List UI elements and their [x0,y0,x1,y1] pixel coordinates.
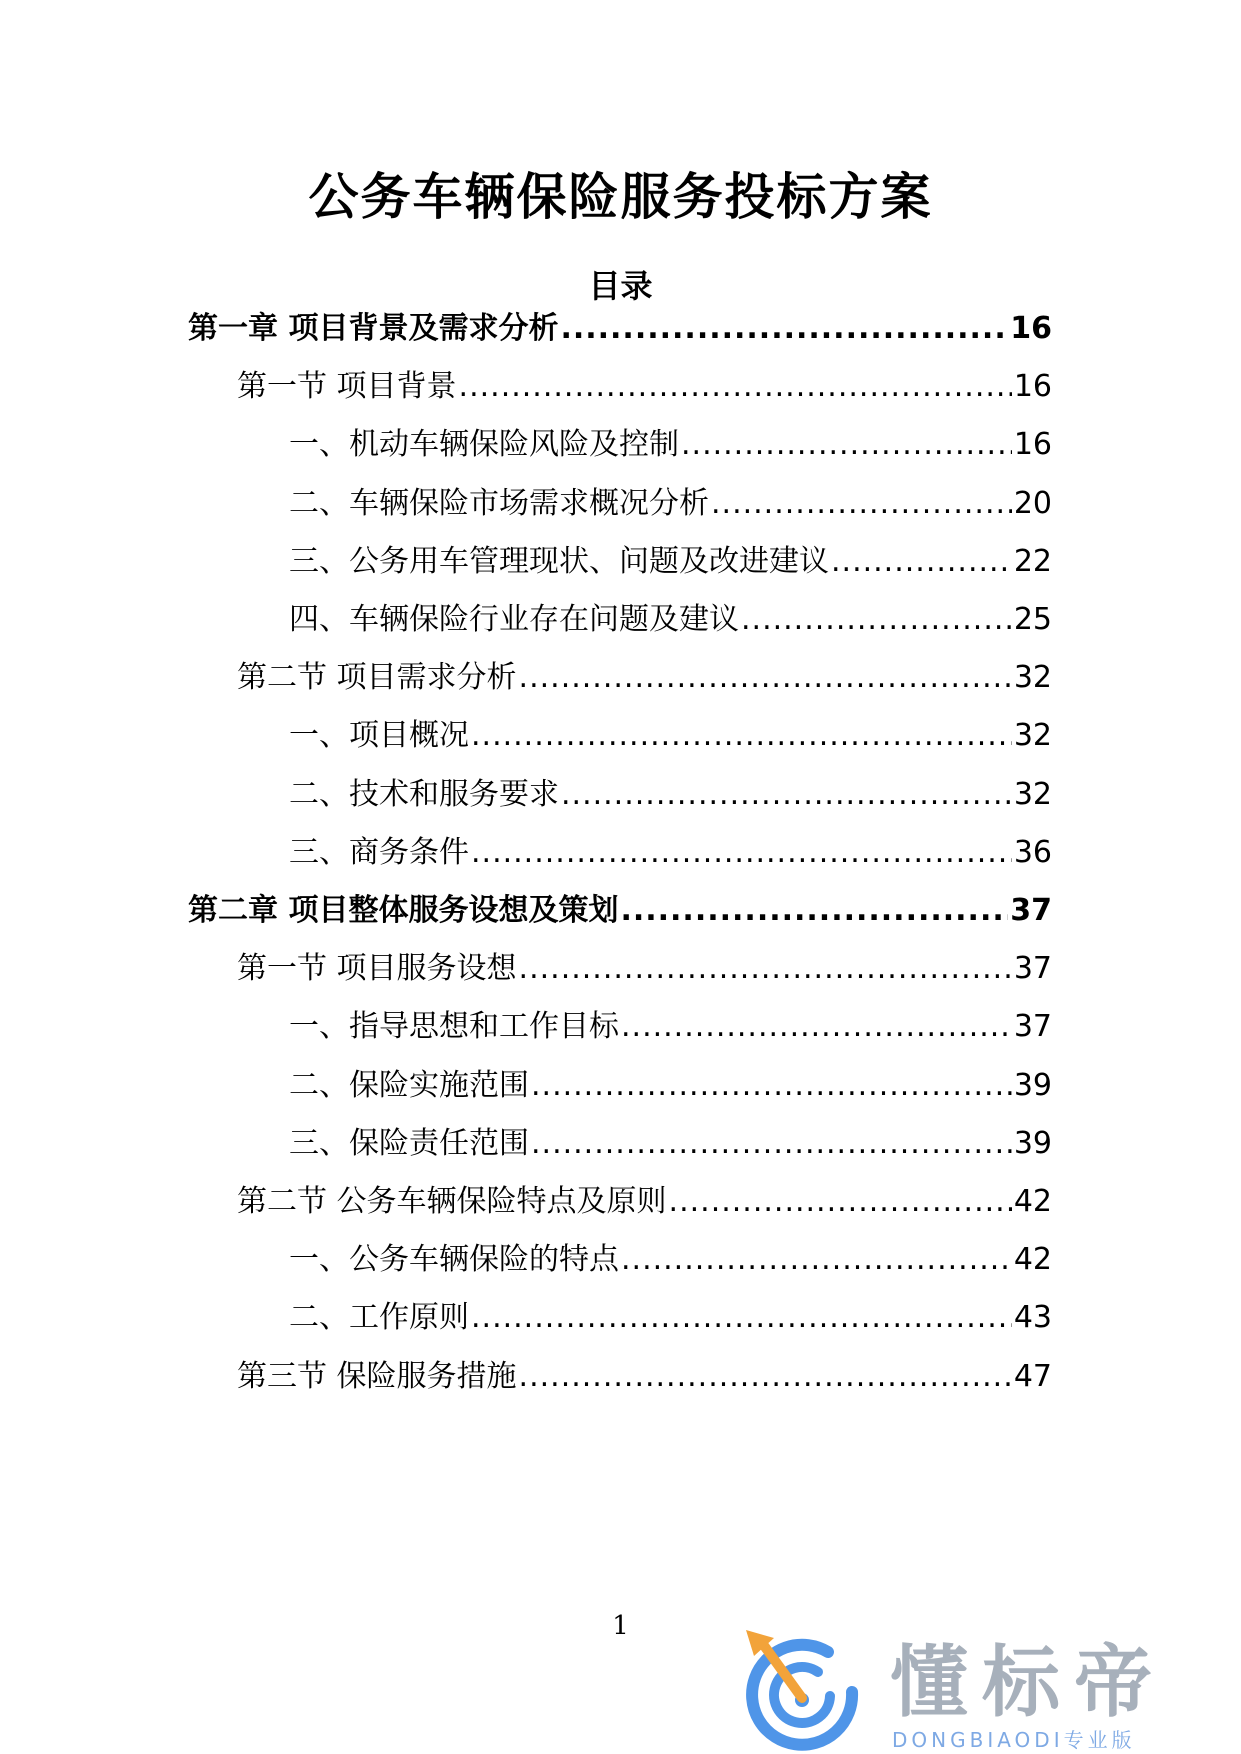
watermark-subtitle: DONGBIAODI专业版 [892,1728,1136,1752]
toc-dot-leader [741,605,1012,635]
toc-entry-title: 四、车辆保险行业存在问题及建议 [289,602,739,637]
toc-entry-title: 二、技术和服务要求 [289,777,559,812]
toc-page-number: 37 [1013,1009,1052,1044]
toc-page-number: 39 [1013,1068,1052,1103]
toc-dot-leader [519,954,1012,984]
toc-entry-title: 二、保险实施范围 [289,1068,529,1103]
toc-page-number: 37 [1010,893,1052,928]
toc-section-entry[interactable] [237,1359,1052,1402]
toc-section-entry[interactable] [237,369,1052,412]
toc-page-number: 37 [1013,951,1052,986]
toc-dot-leader [531,1129,1012,1159]
toc-page-number: 20 [1013,486,1052,521]
toc-chapter-entry[interactable] [188,893,1052,936]
toc-heading: 目录 [588,267,653,305]
toc-entry-title: 第二章 项目整体服务设想及策划 [188,893,619,928]
toc-dot-leader [560,314,1008,344]
toc-page-number: 16 [1013,427,1052,462]
page-number: 1 [612,1611,629,1641]
toc-dot-leader [681,430,1012,460]
toc-entry-title: 第一节 项目服务设想 [237,951,517,986]
toc-entry-title: 一、项目概况 [289,718,469,753]
toc-subsection-entry[interactable] [289,544,1052,587]
toc-dot-leader [471,1303,1012,1333]
toc-subsection-entry[interactable] [289,1242,1052,1285]
toc-subsection-entry[interactable] [289,777,1052,820]
toc-page-number: 42 [1013,1184,1052,1219]
toc-entry-title: 三、商务条件 [289,835,469,870]
toc-dot-leader [621,1245,1012,1275]
toc-page-number: 43 [1013,1300,1052,1335]
toc-page-number: 47 [1013,1359,1052,1394]
toc-page-number: 22 [1013,544,1052,579]
toc-page-number: 32 [1013,660,1052,695]
toc-section-entry[interactable] [237,660,1052,703]
toc-entry-title: 一、指导思想和工作目标 [289,1009,619,1044]
toc-dot-leader [471,838,1012,868]
toc-entry-title: 第二节 公务车辆保险特点及原则 [237,1184,667,1219]
toc-entry-title: 二、工作原则 [289,1300,469,1335]
toc-page-number: 16 [1010,311,1052,346]
toc-dot-leader [831,547,1012,577]
toc-page-number: 32 [1013,718,1052,753]
document-title: 公务车辆保险服务投标方案 [308,168,933,226]
toc-entry-title: 三、保险责任范围 [289,1126,529,1161]
toc-dot-leader [531,1071,1012,1101]
toc-dot-leader [519,663,1012,693]
toc-subsection-entry[interactable] [289,1300,1052,1343]
toc-entry-title: 第一节 项目背景 [237,369,457,404]
toc-subsection-entry[interactable] [289,427,1052,470]
toc-entry-title: 第三节 保险服务措施 [237,1359,517,1394]
toc-page-number: 25 [1013,602,1052,637]
toc-page-number: 39 [1013,1126,1052,1161]
toc-subsection-entry[interactable] [289,486,1052,529]
toc-entry-title: 一、公务车辆保险的特点 [289,1242,619,1277]
toc-page-number: 32 [1013,777,1052,812]
toc-section-entry[interactable] [237,1184,1052,1227]
watermark-brand: 懂标帝 [890,1638,1167,1728]
toc-dot-leader [561,780,1012,810]
target-arrow-icon [740,1630,870,1754]
toc-page-number: 36 [1013,835,1052,870]
toc-chapter-entry[interactable] [188,311,1052,354]
toc-entry-title: 三、公务用车管理现状、问题及改进建议 [289,544,829,579]
toc-dot-leader [669,1187,1012,1217]
toc-entry-title: 第一章 项目背景及需求分析 [188,311,559,346]
toc-dot-leader [620,896,1008,926]
toc-entry-title: 二、车辆保险市场需求概况分析 [289,486,709,521]
toc-dot-leader [471,721,1012,751]
toc-entry-title: 第二节 项目需求分析 [237,660,517,695]
toc-subsection-entry[interactable] [289,1126,1052,1169]
toc-dot-leader [519,1362,1012,1392]
toc-dot-leader [621,1012,1012,1042]
toc-section-entry[interactable] [237,951,1052,994]
toc-entry-title: 一、机动车辆保险风险及控制 [289,427,679,462]
watermark [740,1630,1220,1754]
toc-subsection-entry[interactable] [289,718,1052,761]
toc-subsection-entry[interactable] [289,602,1052,645]
toc-dot-leader [459,372,1012,402]
toc-subsection-entry[interactable] [289,1009,1052,1052]
toc-subsection-entry[interactable] [289,1068,1052,1111]
toc-dot-leader [711,489,1012,519]
toc-subsection-entry[interactable] [289,835,1052,878]
toc-page-number: 16 [1013,369,1052,404]
toc-page-number: 42 [1013,1242,1052,1277]
